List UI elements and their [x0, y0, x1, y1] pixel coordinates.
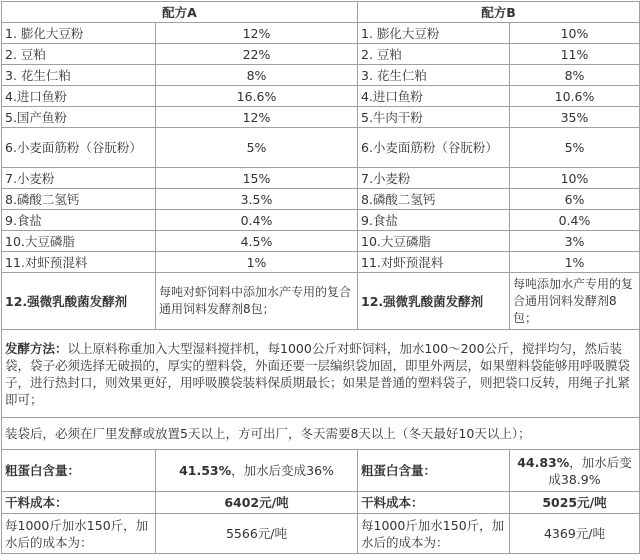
ingredient-b-name: 10.大豆磷脂 — [358, 231, 510, 252]
protein-a-cell — [156, 450, 358, 492]
ingredient-b-value: 10.6% — [510, 86, 640, 107]
dry-cost-row — [2, 492, 640, 514]
ingredient-a-name: 8.磷酸二氢钙 — [2, 189, 156, 210]
table-row — [2, 231, 640, 252]
table-row — [2, 107, 640, 128]
ingredient-a-value: 16.6% — [156, 86, 358, 107]
ingredient-b-value: 10% — [510, 168, 640, 189]
ingredient-b-value: 35% — [510, 107, 640, 128]
ingredient-b-value: 1% — [510, 252, 640, 273]
ingredient-b-name: 5.牛肉干粉 — [358, 107, 510, 128]
ingredient-b-name: 3. 花生仁粕 — [358, 65, 510, 86]
ingredient-a-name: 11.对虾预混料 — [2, 252, 156, 273]
dry-cost-b-value: 5025元/吨 — [510, 492, 640, 514]
ingredient-a-name: 7.小麦粉 — [2, 168, 156, 189]
ingredient-a-name: 6.小麦面筋粉（谷朊粉） — [2, 128, 156, 168]
table-row — [2, 65, 640, 86]
wet-cost-b-value: 4369元/吨 — [510, 514, 640, 554]
ingredient-a-value: 5% — [156, 128, 358, 168]
ingredient-a-value: 12% — [156, 23, 358, 44]
header-row — [2, 2, 640, 23]
ingredient-b-value: 0.4% — [510, 210, 640, 231]
ingredient-a-name: 10.大豆磷脂 — [2, 231, 156, 252]
ingredient-b-value: 5% — [510, 128, 640, 168]
ferment-b-value: 每吨添加水产专用的复合通用饲料发酵剂8包； — [510, 273, 640, 330]
ingredient-a-value: 4.5% — [156, 231, 358, 252]
ingredient-a-name: 5.国产鱼粉 — [2, 107, 156, 128]
formula-a-header: 配方A — [2, 2, 358, 23]
wet-cost-a-label: 每1000斤加水150斤，加水后的成本为： — [2, 514, 156, 554]
protein-b-note: ，加水后变成38.9% — [548, 454, 632, 487]
wet-cost-a-value: 5566元/吨 — [156, 514, 358, 554]
ingredient-a-value: 1% — [156, 252, 358, 273]
table-row — [2, 128, 640, 168]
ferment-b-name: 12.强微乳酸菌发酵剂 — [358, 273, 510, 330]
ingredient-b-value: 8% — [510, 65, 640, 86]
ingredient-a-name: 1. 膨化大豆粉 — [2, 23, 156, 44]
ingredient-b-value: 10% — [510, 23, 640, 44]
table-row — [2, 189, 640, 210]
ferment-a-name: 12.强微乳酸菌发酵剂 — [2, 273, 156, 330]
table-row — [2, 168, 640, 189]
method-label: 发酵方法： — [5, 340, 68, 356]
storage-row — [2, 418, 640, 450]
wet-cost-row — [2, 514, 640, 554]
dry-cost-b-label: 干料成本： — [358, 492, 510, 514]
protein-b-value: 44.83% — [517, 454, 570, 470]
protein-row — [2, 450, 640, 492]
ferment-row — [2, 273, 640, 330]
ingredient-b-name: 9.食盐 — [358, 210, 510, 231]
protein-b-label: 粗蛋白含量： — [358, 450, 510, 492]
ingredient-a-name: 2. 豆粕 — [2, 44, 156, 65]
method-text: 以上原料称重加入大型湿料搅拌机，每1000公斤对虾饲料，加水100～200公斤，搅拌均匀，然后装袋，袋子必须选择无破损的，厚实的塑料袋，外面还要一层编织袋加固，即里外两层，如果塑料袋能够用呼吸膜袋子，进行热封口，则效果更好，用呼吸膜袋装料保质期最长；如果是普通的塑料袋子，则把袋口反转，用绳子扎紧即可； — [5, 340, 631, 407]
ingredient-b-name: 1. 膨化大豆粉 — [358, 23, 510, 44]
ingredient-b-value: 6% — [510, 189, 640, 210]
table-row — [2, 252, 640, 273]
method-cell — [2, 330, 640, 418]
ingredient-a-value: 8% — [156, 65, 358, 86]
protein-a-label: 粗蛋白含量： — [2, 450, 156, 492]
formula-b-header: 配方B — [358, 2, 640, 23]
ingredient-b-name: 11.对虾预混料 — [358, 252, 510, 273]
ingredient-a-value: 22% — [156, 44, 358, 65]
dry-cost-a-value: 6402元/吨 — [156, 492, 358, 514]
ingredient-b-name: 7.小麦粉 — [358, 168, 510, 189]
protein-a-value: 41.53% — [179, 463, 232, 478]
table-row — [2, 86, 640, 107]
ingredient-b-name: 4.进口鱼粉 — [358, 86, 510, 107]
ingredient-a-value: 3.5% — [156, 189, 358, 210]
storage-note: 装袋后，必须在厂里发酵或放置5天以上，方可出厂，冬天需要8天以上（冬天最好10天以上）； — [2, 418, 640, 450]
table-row — [2, 23, 640, 44]
ingredient-a-value: 12% — [156, 107, 358, 128]
ingredient-a-name: 3. 花生仁粕 — [2, 65, 156, 86]
formula-table — [1, 1, 640, 554]
dry-cost-a-label: 干料成本： — [2, 492, 156, 514]
ingredient-a-name: 4.进口鱼粉 — [2, 86, 156, 107]
ingredient-b-value: 11% — [510, 44, 640, 65]
ingredient-a-name: 9.食盐 — [2, 210, 156, 231]
ferment-a-value: 每吨对虾饲料中添加水产专用的复合通用饲料发酵剂8包； — [156, 273, 358, 330]
ingredient-b-name: 6.小麦面筋粉（谷朊粉） — [358, 128, 510, 168]
ingredient-a-value: 15% — [156, 168, 358, 189]
ingredient-b-name: 8.磷酸二氢钙 — [358, 189, 510, 210]
ingredient-a-value: 0.4% — [156, 210, 358, 231]
protein-a-note: ，加水后变成36% — [231, 463, 334, 478]
ingredient-b-value: 3% — [510, 231, 640, 252]
ingredient-b-name: 2. 豆粕 — [358, 44, 510, 65]
table-row — [2, 210, 640, 231]
wet-cost-b-label: 每1000斤加水150斤，加水后的成本为： — [358, 514, 510, 554]
table-row — [2, 44, 640, 65]
protein-b-cell — [510, 450, 640, 492]
method-row — [2, 330, 640, 418]
